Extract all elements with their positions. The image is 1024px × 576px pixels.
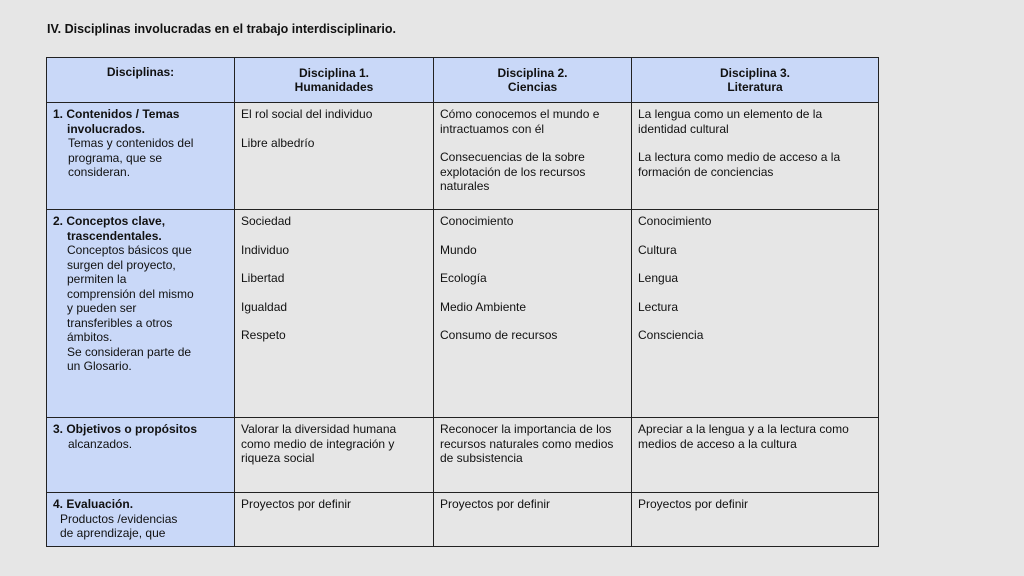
cell-item: Proyectos por definir	[638, 497, 749, 511]
row-header-cell	[47, 210, 235, 418]
cell-humanidades	[235, 210, 434, 418]
cell-item: Igualdad	[241, 299, 288, 314]
disciplines-table	[46, 57, 879, 547]
header-cell-disciplina-3	[632, 58, 879, 103]
cell-item: Proyectos por definir	[440, 497, 551, 511]
header-line-1: Disciplina 3.	[719, 65, 791, 80]
cell-item: Respeto	[241, 328, 286, 342]
row-header-line: un Glosario.	[67, 359, 132, 373]
cell-humanidades	[235, 493, 434, 547]
cell-item: Sociedad	[241, 214, 292, 228]
row-header-cell	[47, 418, 235, 493]
row-header-line: y pueden ser	[67, 301, 137, 315]
cell-humanidades	[235, 418, 434, 493]
row-header-line: programa, que se	[68, 150, 163, 165]
row-header-line: de aprendizaje, que	[60, 526, 166, 540]
cell-item: El rol social del individuo	[241, 107, 373, 121]
row-conceptos	[47, 210, 879, 418]
cell-item: La lectura como medio de acceso a la formación de conciencias	[638, 150, 841, 179]
header-cell-disciplinas	[47, 58, 235, 103]
cell-item: Mundo	[440, 242, 477, 257]
row-header-cell	[47, 493, 235, 547]
row-header-line: ámbitos.	[67, 330, 113, 344]
row-header-line: comprensión del mismo	[67, 286, 194, 301]
slide-title: IV. Disciplinas involucradas en el trabajo interdisciplinario.	[47, 22, 396, 36]
row-header-line: 1. Contenidos / Temas	[53, 107, 180, 121]
cell-item: Conocimiento	[440, 214, 514, 228]
cell-item: Conocimiento	[638, 214, 712, 228]
header-line-1: Disciplinas:	[106, 65, 175, 79]
row-header-line: Conceptos básicos que	[67, 243, 192, 257]
row-objetivos	[47, 418, 879, 493]
cell-item: Apreciar a la lengua y a la lectura como medios de acceso a la cultura	[638, 422, 849, 451]
cell-item: Lectura	[638, 299, 679, 314]
row-header-line: Temas y contenidos del	[68, 136, 194, 150]
row-header-line: surgen del proyecto,	[67, 257, 176, 272]
row-header-line: involucrados.	[67, 121, 146, 136]
row-header-line: Se consideran parte de	[67, 344, 192, 359]
row-header-line: alcanzados.	[68, 436, 133, 451]
cell-item: Libertad	[241, 271, 285, 285]
cell-item: Reconocer la importancia de los recursos naturales como medios de subsistencia	[440, 422, 614, 465]
cell-literatura	[632, 418, 879, 493]
header-cell-disciplina-1	[235, 58, 434, 103]
row-evaluacion	[47, 493, 879, 547]
cell-ciencias	[434, 418, 632, 493]
cell-item: La lengua como un elemento de la identidad cultural	[638, 107, 823, 136]
cell-item: Proyectos por definir	[241, 497, 352, 511]
cell-item: Cómo conocemos el mundo e intractuamos con él	[440, 107, 600, 136]
cell-item: Lengua	[638, 271, 679, 285]
header-cell-disciplina-2	[434, 58, 632, 103]
row-header-line: 3. Objetivos o propósitos	[53, 422, 198, 436]
row-header-line: 2. Conceptos clave,	[53, 214, 166, 228]
header-line-2: Ciencias	[507, 80, 558, 94]
cell-literatura	[632, 493, 879, 547]
cell-item: Medio Ambiente	[440, 299, 527, 314]
cell-item: Individuo	[241, 242, 290, 257]
cell-ciencias	[434, 493, 632, 547]
cell-literatura	[632, 103, 879, 210]
cell-ciencias	[434, 210, 632, 418]
header-line-1: Disciplina 1.	[298, 65, 370, 80]
row-header-line: consideran.	[68, 165, 131, 179]
row-header-line: transferibles a otros	[67, 315, 173, 330]
cell-item: Libre albedrío	[241, 135, 315, 150]
header-line-2: Humanidades	[294, 80, 374, 94]
cell-item: Consciencia	[638, 328, 704, 342]
cell-ciencias	[434, 103, 632, 210]
row-contenidos	[47, 103, 879, 210]
row-header-line: trascendentales.	[67, 228, 162, 243]
header-row	[47, 58, 879, 103]
cell-item: Cultura	[638, 242, 677, 257]
row-header-cell	[47, 103, 235, 210]
cell-item: Ecología	[440, 271, 487, 285]
row-header-line: permiten la	[67, 272, 127, 286]
header-line-2: Literatura	[727, 80, 783, 94]
cell-humanidades	[235, 103, 434, 210]
cell-item: Consecuencias de la sobre explotación de los recursos naturales	[440, 150, 586, 193]
cell-item: Consumo de recursos	[440, 328, 558, 342]
row-header-line: Productos /evidencias	[60, 511, 178, 526]
cell-literatura	[632, 210, 879, 418]
header-line-1: Disciplina 2.	[497, 65, 568, 80]
cell-item: Valorar la diversidad humana como medio de integración y riqueza social	[241, 422, 397, 465]
row-header-line: 4. Evaluación.	[53, 497, 134, 511]
